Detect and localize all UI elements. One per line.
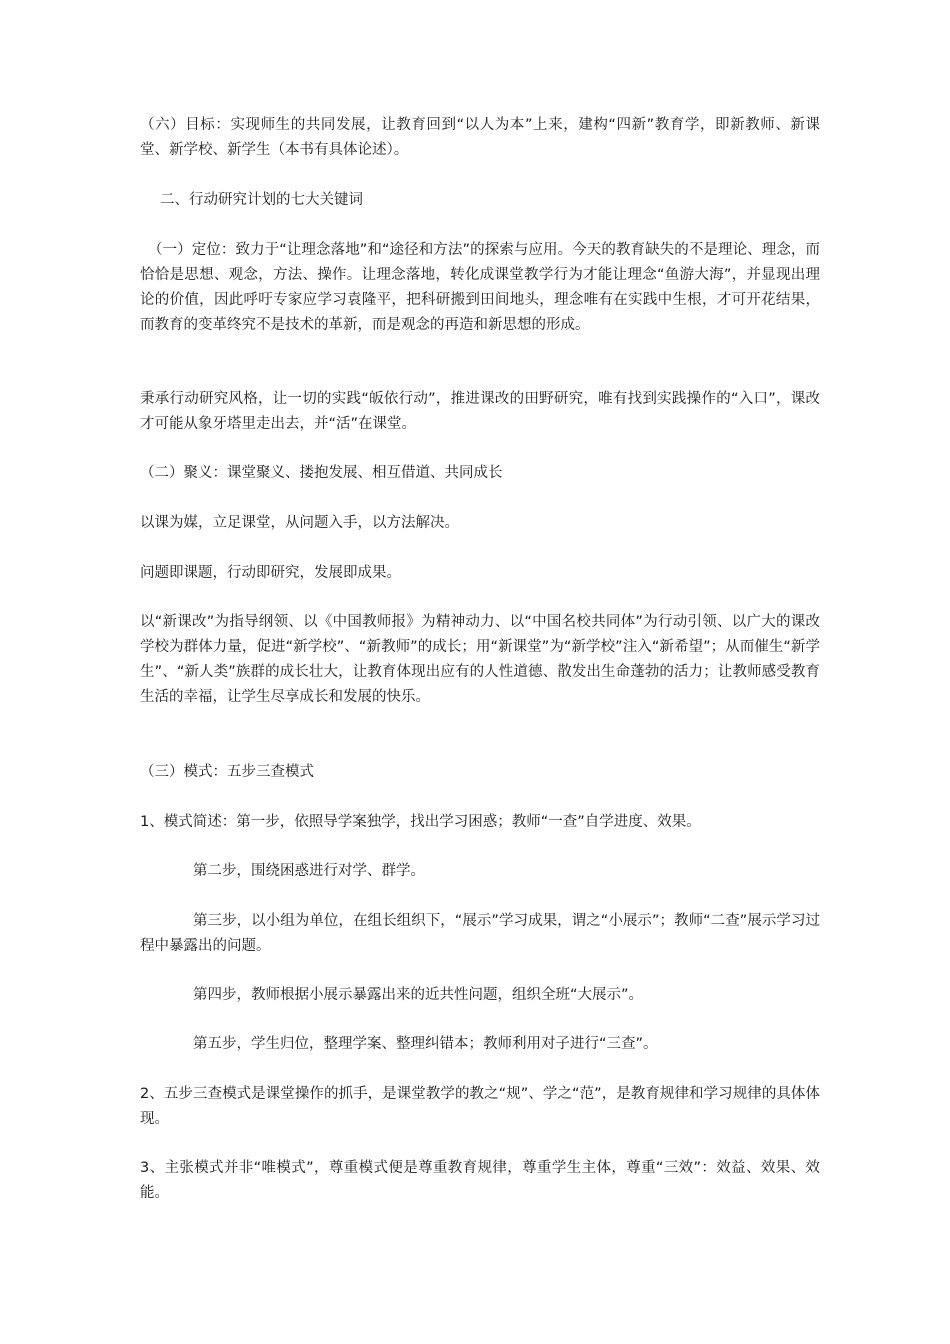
section-heading-keywords: 二、行动研究计划的七大关键词 [160,192,363,208]
paragraph-model-heading: （三）模式：五步三查模式 [140,764,314,780]
paragraph-goal: （六）目标：实现师生的共同发展，让教育回到“以人为本”上来，建构“四新”教育学，即新教师、新课堂、新学校、新学生（本书有具体论述）。 [140,117,820,158]
paragraph-gathering-heading: （二）聚义：课堂聚义、搂抱发展、相互借道、共同成长 [140,465,503,481]
paragraph-model-summary: 1、模式简述：第一步，依照导学案独学，找出学习困惑；教师“一查”自学进度、效果。 [140,814,701,830]
paragraph-positioning: （一）定位：致力于“让理念落地”和“途径和方法”的探索与应用。今天的教育缺失的不是理论、理念，而恰恰是思想、观念，方法、操作。让理念落地，转化成课堂教学行为才能让理念“鱼游大海”，并显现出理论的价值，因此呼吁专家应学习袁隆平，把科研搬到田间地头，理念唯有在实践中生根，才可开花结果，而教育的变革终究不是技术的革新，而是观念的再造和新思想的形成。 [140,242,820,333]
paragraph-new-curriculum: 以“新课改”为指导纲领、以《中国教师报》为精神动力、以“中国名校共同体”为行动引领、以广大的课改学校为群体力量，促进“新学校”、“新教师”的成长；用“新课堂”为“新学校”注入“新希望”；从而催生“新学生”、“新人类”族群的成长壮大，让教育体现出应有的人性道德、散发出生命蓬勃的活力；让教师感受教育生活的幸福，让学生尽享成长和发展的快乐。 [140,614,820,705]
paragraph-step-two: 第二步，围绕困惑进行对学、群学。 [193,863,425,879]
paragraph-class-medium: 以课为媒，立足课堂，从问题入手，以方法解决。 [140,515,459,531]
paragraph-action-research: 秉承行动研究风格，让一切的实践“皈依行动”，推进课改的田野研究，唯有找到实践操作的“入口”，课改才可能从象牙塔里走出去，并“活”在课堂。 [140,391,820,432]
paragraph-model-handle: 2、五步三查模式是课堂操作的抓手，是课堂教学的教之“规”、学之“范”，是教育规律和学习规律的具体体现。 [140,1086,820,1127]
paragraph-problem-topic: 问题即课题，行动即研究，发展即成果。 [140,565,401,581]
paragraph-step-four: 第四步，教师根据小展示暴露出来的近共性问题，组织全班“大展示”。 [193,987,644,1003]
paragraph-step-three: 第三步，以小组为单位，在组长组织下，“展示”学习成果，谓之“小展示”；教师“二查”展示学习过程中暴露出的问题。 [140,913,820,954]
paragraph-not-only-model: 3、主张模式并非“唯模式”，尊重模式便是尊重教育规律，尊重学生主体，尊重“三效”：效益、效果、效能。 [140,1160,820,1201]
paragraph-step-five: 第五步，学生归位，整理学案、整理纠错本；教师利用对子进行“三查”。 [193,1036,658,1052]
